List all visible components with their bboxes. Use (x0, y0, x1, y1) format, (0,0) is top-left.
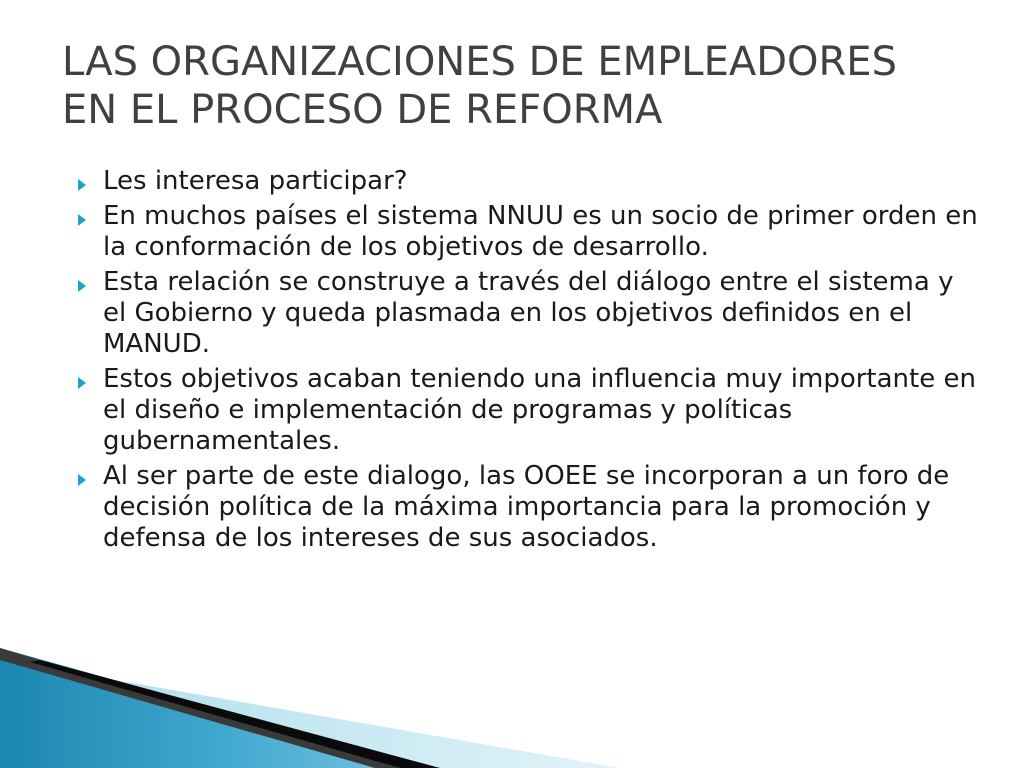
bullet-text: Esta relación se construye a través del diálogo entre el sistema y el Gobierno y queda plasmada en los objetivos definidos en el MANUD. (103, 267, 954, 359)
bullet-item (78, 461, 978, 554)
title-line-1: LAS ORGANIZACIONES DE EMPLEADORES (62, 39, 897, 85)
bullet-list (78, 166, 978, 558)
bullet-item (78, 364, 978, 457)
title-line-2: EN EL PROCESO DE REFORMA (62, 87, 663, 133)
bullet-text: Les interesa participar? (103, 166, 408, 196)
bullet-item (78, 267, 978, 360)
bullet-text: En muchos países el sistema NNUU es un socio de primer orden en la conformación de los objetivos de desarrollo. (103, 201, 978, 262)
bullet-text: Al ser parte de este dialogo, las OOEE se incorporan a un foro de decisión política de la máxima importancia para la promoción y defensa de los intereses de sus asociados. (103, 461, 950, 553)
bullet-text: Estos objetivos acaban teniendo una influencia muy importante en el diseño e implementación de programas y políticas gubernamentales. (103, 364, 976, 456)
triangle-right-icon (78, 377, 86, 389)
slide-title (62, 38, 1002, 134)
triangle-right-icon (78, 214, 86, 226)
triangle-right-icon (78, 179, 86, 191)
bullet-item (78, 201, 978, 263)
triangle-right-icon (78, 280, 86, 292)
triangle-right-icon (78, 474, 86, 486)
bullet-item (78, 166, 978, 197)
